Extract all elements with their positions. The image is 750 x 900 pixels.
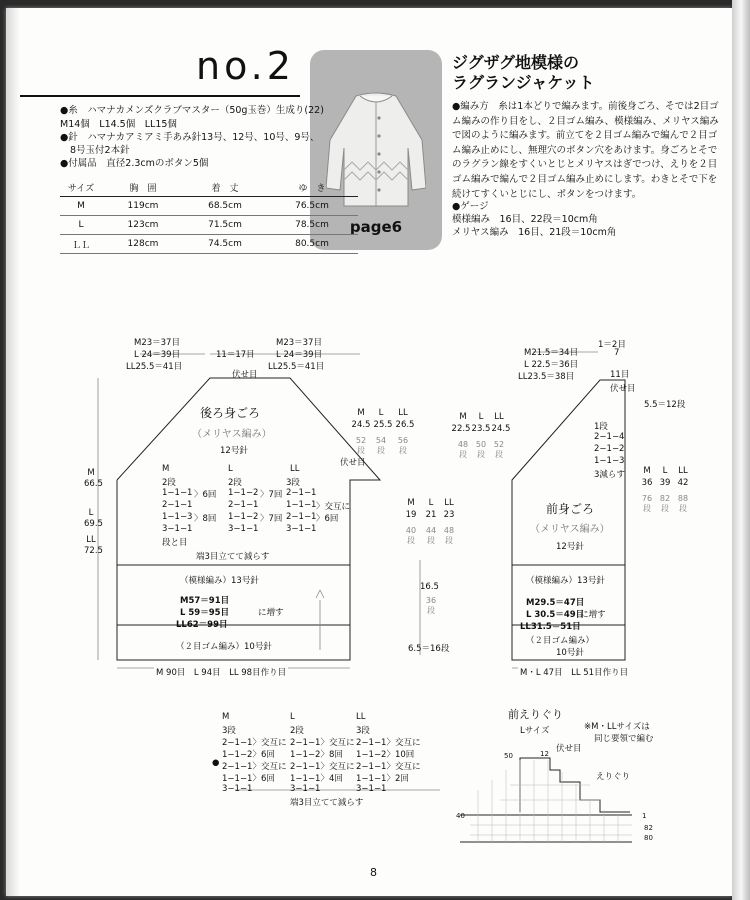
size-header: 着 丈 <box>184 178 266 197</box>
front-neck-top-2: 7 <box>614 348 620 358</box>
size-cell: 74.5cm <box>184 235 266 254</box>
back-right-width-l: L 24＝39目 <box>276 350 323 360</box>
back-dec-m: 1−1−1 <box>162 488 193 498</box>
back-left-width-ll: LL25.5＝41目 <box>126 362 183 372</box>
back-inc-l: L 59＝95目 <box>180 608 230 618</box>
back-dec-m: 2段 <box>162 478 176 488</box>
bottom-col-ll-head: LL <box>356 712 366 722</box>
back-dec-l: 1−1−2 <box>228 488 259 498</box>
back-length-ll-label: LL <box>86 535 96 545</box>
back-seam-label: 段と目 <box>162 538 188 548</box>
size-cell: 71.5cm <box>184 216 266 235</box>
body-rows-m: 40段 <box>405 526 417 545</box>
front-inc-m: M29.5＝47目 <box>526 598 585 608</box>
back-dec-ll-note: 〉交互に <box>316 502 351 512</box>
front-needle: 12号針 <box>556 542 584 552</box>
raglan-cm-ll: 26.5 <box>395 420 415 430</box>
gauge-label: ●ゲージ <box>452 201 489 212</box>
bottom-col-m: 1−1−2〉6回 <box>222 750 275 760</box>
back-edge-note: 端3目立てて減らす <box>196 552 270 562</box>
front-rows-l: 82段 <box>659 494 671 513</box>
bottom-col-m: 2−1−1〉交互に <box>222 738 287 748</box>
bottom-col-l-head: L <box>290 712 295 722</box>
front-raglan-rows-ll: 52段 <box>493 440 505 459</box>
size-cell: 123cm <box>102 216 184 235</box>
front-raglan-rows-m: 48段 <box>457 440 469 459</box>
raglan-col-m: M <box>357 408 365 418</box>
front-col-l: L <box>662 466 668 476</box>
collar-row-40: 40 <box>456 812 465 820</box>
pattern-rows: 36段 <box>425 596 437 615</box>
photo-page-label: page6 <box>349 218 403 236</box>
rib-length: 6.5＝16段 <box>408 644 450 654</box>
bottom-col-ll: 1−1−1〉2回 <box>356 774 409 784</box>
bottom-col-ll: 3−1−1 <box>356 784 387 794</box>
front-dec: 3減らす <box>594 470 625 480</box>
front-inc-note: に増す <box>580 610 606 620</box>
back-dec-ll: 1−1−1 <box>286 500 317 510</box>
front-raglan-rows-l: 50段 <box>475 440 487 459</box>
materials-yarn: ●糸 ハマナカメンズクラブマスター（50g玉巻）生成り(22) <box>60 105 324 116</box>
collar-num-82: 82 <box>644 824 653 832</box>
collar-top-num: 12 <box>540 750 549 758</box>
back-dec-m: 3−1−1 <box>162 524 193 534</box>
collar-note-1: ※M・LLサイズは <box>584 722 650 732</box>
body-col-ll: LL <box>444 498 454 508</box>
bottom-bullet: ● <box>212 758 220 768</box>
bottom-col-l: 2−1−1〉交互に <box>290 762 355 772</box>
collar-eri: えりぐり <box>596 772 631 782</box>
back-inc-note: に増す <box>258 608 284 618</box>
back-dec-ll: 2−1−1 <box>286 488 317 498</box>
bottom-col-l: 2−1−1〉交互に <box>290 738 355 748</box>
front-bind-off: 伏せ目 <box>610 384 636 394</box>
bottom-col-ll: 2−1−1〉交互に <box>356 762 421 772</box>
bottom-col-m: 2−1−1〉交互に <box>222 762 287 772</box>
bottom-col-m: 1−1−1〉6回 <box>222 774 275 784</box>
front-cm-l: 39 <box>659 478 671 488</box>
front-raglan-col-ll: LL <box>494 412 504 422</box>
front-cm-ll: 42 <box>677 478 689 488</box>
size-cell: 80.5cm <box>266 235 358 254</box>
bottom-table-note: 端3目立てて減らす <box>290 798 364 808</box>
back-side-bind-off: 伏せ目 <box>340 458 366 468</box>
back-inc-m: M57＝91目 <box>180 596 230 606</box>
back-length-ll: 72.5 <box>84 546 103 556</box>
back-neck-width: 11＝17目 <box>216 350 255 360</box>
raglan-rows-ll: 56段 <box>397 436 409 455</box>
size-cell: 68.5cm <box>184 197 266 216</box>
front-raglan-col-l: L <box>478 412 484 422</box>
back-needle: 12号針 <box>220 446 248 456</box>
knitting-method: ●編み方 糸は1本どりで編みます。前後身ごろ、そでは2目ゴム編みの作り目をし、２目ゴム編み、模様編み、メリヤス編みで図のように編みます。前立てを２目ゴム編みで編んで２目ゴム編み止めにし、無理穴のボタン穴をあけます。身ごろとそでのラグラン線をすくいとじとメリヤスはぎでつけ、えりを２目ゴム編みで編んで２目ゴム編み止めにします。わきとそで下を続けてすくいとじにし、ボタンをつけます。 <box>452 101 719 200</box>
front-neck-m: M21.5＝34目 <box>524 348 579 358</box>
front-neck-ll: LL23.5＝38目 <box>518 372 575 382</box>
pattern-length: 16.5 <box>420 582 439 592</box>
front-dec: 2−1−4 <box>594 432 625 442</box>
front-inc-l: L 30.5＝49目 <box>526 610 585 620</box>
bottom-col-ll: 2−1−1〉交互に <box>356 738 421 748</box>
body-cm-m: 19 <box>405 510 417 520</box>
collar-row-50: 50 <box>504 752 513 760</box>
front-raglan-cm-ll: 24.5 <box>491 424 511 434</box>
raglan-col-ll: LL <box>398 408 408 418</box>
size-cell: ＬＬ <box>60 235 102 254</box>
front-neck-l: L 22.5＝36目 <box>524 360 579 370</box>
back-dec-l-times: 〉7回 <box>260 490 283 500</box>
collar-row-1: 1 <box>642 812 647 820</box>
front-dec: 1−1−3 <box>594 456 625 466</box>
size-cell: 78.5cm <box>266 216 358 235</box>
bottom-col-m: 3−1−1 <box>222 784 253 794</box>
back-cast-on: M 90目 L 94目 LL 98目作り目 <box>156 668 287 678</box>
front-body-title: 前身ごろ <box>546 502 595 516</box>
back-dec-l-times: 〉7回 <box>260 514 283 524</box>
front-dec: 1段 <box>594 422 608 432</box>
back-pattern-label: （模様編み）13号針 <box>180 576 259 586</box>
materials-needles: ●針 ハマナカアミアミ手あみ針13号、12号、10号、9号、 <box>60 132 320 143</box>
raglan-cm-m: 24.5 <box>351 420 371 430</box>
bottom-col-l: 1−1−2〉8回 <box>290 750 343 760</box>
front-inc-ll: LL31.5＝51目 <box>520 622 581 632</box>
back-bind-off: 伏せ目 <box>232 370 258 380</box>
back-length-m-label: M <box>87 468 95 478</box>
back-body-title: 後ろ身ごろ <box>200 406 261 420</box>
body-cm-l: 21 <box>425 510 437 520</box>
back-dec-ll: 3段 <box>286 478 300 488</box>
raglan-cm-l: 25.5 <box>373 420 393 430</box>
heading-line-1: ジグザグ地模様の <box>452 53 580 72</box>
back-dec-ll-times: 〉6回 <box>316 514 339 524</box>
body-col-l: L <box>428 498 434 508</box>
collar-bind-off: 伏せ目 <box>556 744 582 754</box>
back-dec-l: 3−1−1 <box>228 524 259 534</box>
back-dec-ll: 3−1−1 <box>286 524 317 534</box>
bottom-col-ll: 3段 <box>356 726 370 736</box>
back-length-m: 66.5 <box>84 479 103 489</box>
materials-needles-2: 8号玉付2本針 <box>70 145 130 156</box>
back-dec-ll: 2−1−1 <box>286 512 317 522</box>
raglan-col-l: L <box>378 408 384 418</box>
front-cast-on: M・L 47目 LL 51目作り目 <box>520 668 629 678</box>
front-dec: 2−1−2 <box>594 444 625 454</box>
collar-size: Lサイズ <box>520 726 550 736</box>
front-raglan-col-m: M <box>459 412 467 422</box>
front-neck-top: 1＝2目 <box>598 340 626 350</box>
bottom-col-ll: 1−1−2〉10回 <box>356 750 415 760</box>
back-dec-l: 2段 <box>228 478 242 488</box>
body-rows-l: 44段 <box>425 526 437 545</box>
bottom-col-l: 1−1−1〉4回 <box>290 774 343 784</box>
front-rows-ll: 88段 <box>677 494 689 513</box>
gauge-pattern: 模様編み 16目、22段＝10cm角 <box>452 214 598 225</box>
back-inc-ll: LL62＝99目 <box>176 620 228 630</box>
body-rows-ll: 48段 <box>443 526 455 545</box>
back-dec-m: 1−1−3 <box>162 512 193 522</box>
back-dec-l-head: L <box>228 464 233 474</box>
collar-note-2: 同じ要領で編む <box>594 734 654 744</box>
front-raglan-cm-m: 22.5 <box>451 424 471 434</box>
size-cell: 128cm <box>102 235 184 254</box>
back-dec-m-times: 〉6回 <box>194 490 217 500</box>
front-rib-label: （２目ゴム編み） <box>526 636 595 646</box>
back-dec-m-head: M <box>162 464 170 474</box>
size-cell: M <box>60 197 102 216</box>
front-cm-m: 36 <box>641 478 653 488</box>
raglan-rows-m: 52段 <box>355 436 367 455</box>
bottom-col-l: 3−1−1 <box>290 784 321 794</box>
size-header: 胸 囲 <box>102 178 184 197</box>
front-shoulder: 11目 <box>610 370 630 380</box>
raglan-rows-l: 54段 <box>375 436 387 455</box>
front-raglan-cm-l: 23.5 <box>471 424 491 434</box>
back-left-width-l: L 24＝39目 <box>134 350 181 360</box>
page-number: 8 <box>370 866 377 879</box>
heading-line-2: ラグランジャケット <box>452 73 595 92</box>
back-stitch: （メリヤス編み） <box>192 429 272 440</box>
front-rib-needle: 10号針 <box>556 648 584 658</box>
front-stitch: （メリヤス編み） <box>530 524 610 535</box>
back-dec-m-times: 〉8回 <box>194 514 217 524</box>
back-rib-label: （２目ゴム編み）10号針 <box>176 642 272 652</box>
back-dec-l: 2−1−1 <box>228 500 259 510</box>
materials-notions: ●付属品 直径2.3cmのボタン5個 <box>60 158 209 169</box>
front-pattern-label: （模様編み）13号針 <box>526 576 605 586</box>
front-edge-dim: 5.5＝12段 <box>644 400 686 410</box>
back-right-width-m: M23＝37目 <box>276 338 322 348</box>
size-cell: 119cm <box>102 197 184 216</box>
size-cell: L <box>60 216 102 235</box>
back-dec-l: 1−1−2 <box>228 512 259 522</box>
materials-yarn-amount: M14個 L14.5個 LL15個 <box>60 119 177 130</box>
pattern-number-title: no.2 <box>196 44 295 88</box>
size-cell: 76.5cm <box>266 197 358 216</box>
back-right-width-ll: LL25.5＝41目 <box>268 362 325 372</box>
body-cm-ll: 23 <box>443 510 455 520</box>
front-col-m: M <box>643 466 651 476</box>
size-header: サイズ <box>60 178 102 197</box>
back-dec-ll-head: LL <box>290 464 300 474</box>
collar-num-80: 80 <box>644 834 653 842</box>
back-left-width-m: M23＝37目 <box>134 338 180 348</box>
collar-title: 前えりぐり <box>508 708 563 721</box>
gauge-stockinette: メリヤス編み 16目、21段＝10cm角 <box>452 227 617 238</box>
bottom-col-m-head: M <box>222 712 230 722</box>
back-length-l: 69.5 <box>84 519 103 529</box>
bottom-col-l: 2段 <box>290 726 304 736</box>
back-dec-m: 2−1−1 <box>162 500 193 510</box>
size-header: ゆ き <box>266 178 358 197</box>
front-rows-m: 76段 <box>641 494 653 513</box>
back-length-l-label: L <box>88 508 94 518</box>
bottom-col-m: 3段 <box>222 726 236 736</box>
front-col-ll: LL <box>678 466 688 476</box>
body-col-m: M <box>407 498 415 508</box>
